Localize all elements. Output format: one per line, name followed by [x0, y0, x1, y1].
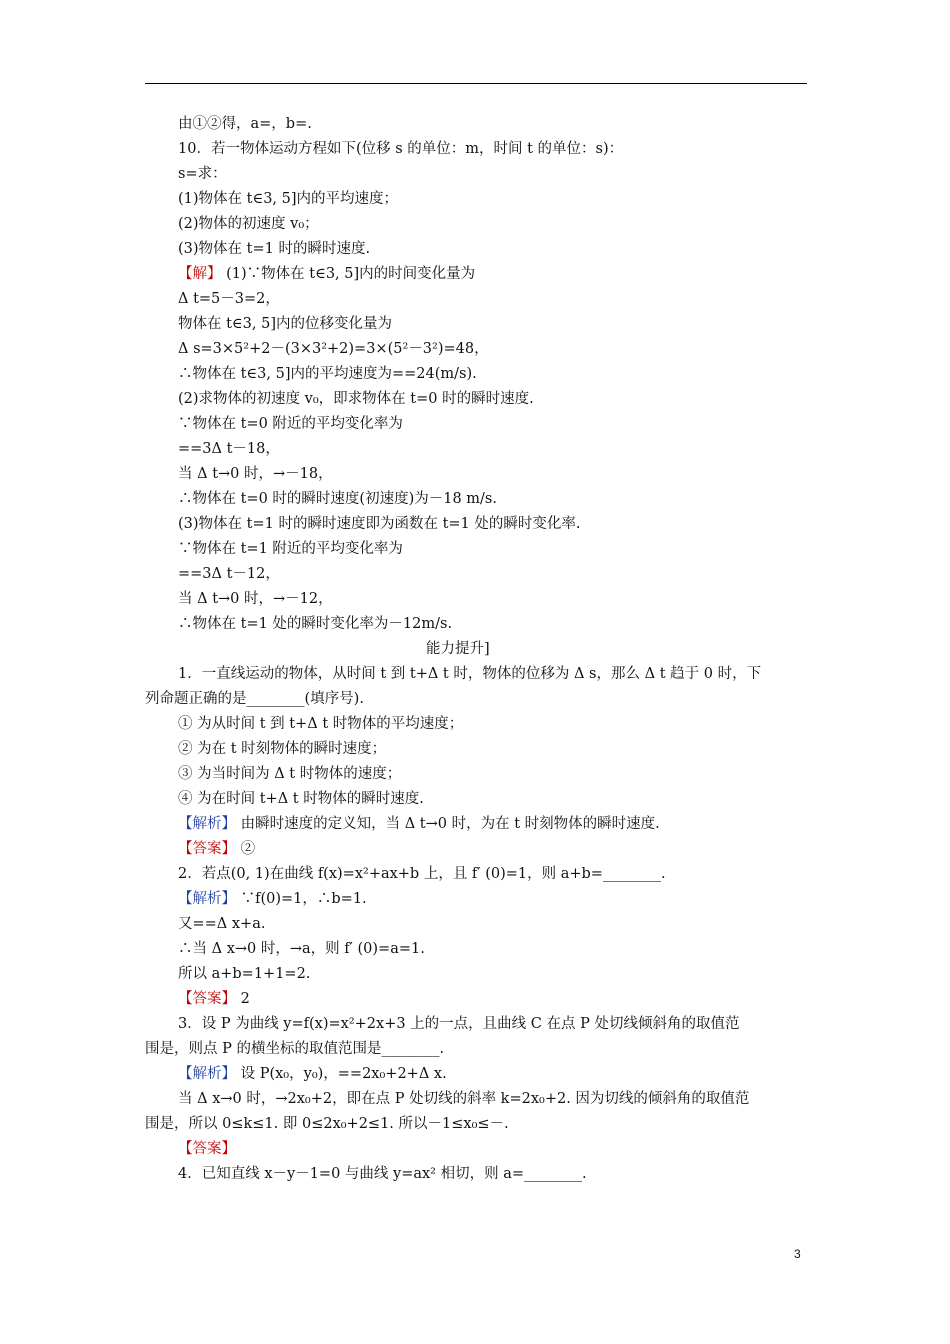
text-line	[178, 590, 333, 608]
text-line	[178, 440, 280, 458]
text-line	[178, 390, 534, 408]
line-text: (1)∵物体在 t∈3, 5]内的时间变化量为	[221, 266, 476, 282]
line-text: 1．一直线运动的物体，从时间 t 到 t+Δ t 时，物体的位移为 Δ s，那么 Δ t 趋于 0 时，下	[178, 666, 762, 682]
line-text: ∵f(0)=1，∴b=1.	[236, 891, 367, 907]
text-line	[178, 340, 489, 358]
text-line	[178, 815, 660, 833]
line-text: ②	[236, 841, 256, 857]
line-text: ② 为在 t 时刻物体的瞬时速度；	[178, 741, 387, 757]
text-line	[178, 840, 255, 858]
text-line	[178, 215, 319, 233]
text-line	[178, 1065, 447, 1083]
line-text: 4．已知直线 x－y－1=0 与曲线 y=ax² 相切，则 a=________.	[178, 1166, 587, 1182]
line-text: (3)物体在 t=1 时的瞬时速度即为函数在 t=1 处的瞬时变化率.	[178, 516, 581, 532]
line-text: 由瞬时速度的定义知，当 Δ t→0 时，为在 t 时刻物体的瞬时速度.	[236, 816, 660, 832]
line-text: ∴当 Δ x→0 时，→a，则 f′ (0)=a=1.	[178, 941, 425, 957]
text-line	[145, 1040, 444, 1058]
line-text: ④ 为在时间 t+Δ t 时物体的瞬时速度.	[178, 791, 424, 807]
text-line	[178, 290, 280, 308]
text-line	[178, 990, 250, 1008]
text-line	[178, 915, 265, 933]
text-line	[178, 765, 401, 783]
text-line	[178, 1090, 749, 1108]
text-line	[178, 715, 463, 733]
text-line	[426, 640, 490, 658]
line-text: 2．若点(0, 1)在曲线 f(x)=x²+ax+b 上，且 f′ (0)=1，则 a+b=________.	[178, 866, 666, 882]
line-text: ③ 为当时间为 Δ t 时物体的速度；	[178, 766, 402, 782]
line-text: Δ s=3×5²+2－(3×3²+2)=3×(5²－3²)=48，	[178, 341, 489, 357]
line-text: 10．若一物体运动方程如下(位移 s 的单位：m，时间 t 的单位：s)：	[178, 141, 624, 157]
line-text: (3)物体在 t=1 时的瞬时速度.	[178, 241, 371, 257]
text-line	[178, 265, 475, 283]
text-line	[178, 515, 581, 533]
line-text: 当 Δ t→0 时，→－12，	[178, 591, 333, 607]
line-text: ① 为从时间 t 到 t+Δ t 时物体的平均速度；	[178, 716, 464, 732]
line-text: ∵物体在 t=1 附近的平均变化率为	[178, 541, 403, 557]
section-tag: 【答案】	[178, 1141, 236, 1157]
line-text: 物体在 t∈3, 5]内的位移变化量为	[178, 316, 392, 332]
section-tag: 【解析】	[178, 891, 236, 907]
text-line	[145, 690, 364, 708]
line-text: Δ t=5－3=2，	[178, 291, 280, 307]
line-text: (2)求物体的初速度 v₀，即求物体在 t=0 时的瞬时速度.	[178, 391, 534, 407]
text-line	[178, 365, 477, 383]
line-text: ∵物体在 t=0 附近的平均变化率为	[178, 416, 403, 432]
line-text: 能力提升]	[426, 641, 490, 657]
text-line	[178, 240, 370, 258]
text-line	[178, 1165, 587, 1183]
text-line	[178, 615, 452, 633]
line-text: 当 Δ x→0 时，→2x₀+2，即在点 P 处切线的斜率 k=2x₀+2. 因为切线的倾斜角的取值范	[178, 1091, 750, 1107]
text-line	[178, 1140, 236, 1158]
line-text: 3．设 P 为曲线 y=f(x)=x²+2x+3 上的一点，且曲线 C 在点 P 处切线倾斜角的取值范	[178, 1016, 740, 1032]
line-text: 又==Δ x+a.	[178, 916, 266, 932]
text-line	[178, 890, 367, 908]
line-text: ==3Δ t－12，	[178, 566, 280, 582]
text-line	[145, 1115, 509, 1133]
line-text: ==3Δ t－18，	[178, 441, 280, 457]
text-line	[178, 540, 403, 558]
text-line	[178, 315, 392, 333]
text-line	[178, 1015, 739, 1033]
section-tag: 【解】	[178, 266, 222, 282]
line-text: ∴物体在 t=0 时的瞬时速度(初速度)为－18 m/s.	[178, 491, 497, 507]
text-line	[178, 465, 333, 483]
section-tag: 【答案】	[178, 991, 236, 1007]
line-text: s=求：	[178, 166, 227, 182]
line-text: 当 Δ t→0 时，→－18，	[178, 466, 333, 482]
line-text: (2)物体的初速度 v₀；	[178, 216, 319, 232]
line-text: 围是，则点 P 的横坐标的取值范围是________.	[145, 1041, 445, 1057]
text-line	[178, 665, 761, 683]
text-line	[178, 165, 227, 183]
line-text: (1)物体在 t∈3, 5]内的平均速度；	[178, 191, 399, 207]
text-line	[178, 865, 666, 883]
text-line	[178, 415, 403, 433]
line-text: 设 P(x₀，y₀)，==2x₀+2+Δ x.	[236, 1066, 447, 1082]
line-text: 由①②得，a=，b=.	[178, 116, 312, 132]
text-line	[178, 965, 310, 983]
text-line	[178, 790, 424, 808]
text-line	[178, 190, 398, 208]
section-tag: 【答案】	[178, 841, 236, 857]
text-line	[178, 490, 497, 508]
line-text: 所以 a+b=1+1=2.	[178, 966, 311, 982]
header-rule	[145, 83, 807, 84]
line-text: 2	[236, 991, 250, 1007]
line-text: 围是，所以 0≤k≤1. 即 0≤2x₀+2≤1. 所以－1≤x₀≤－.	[145, 1116, 509, 1132]
line-text: ∴物体在 t∈3, 5]内的平均速度为==24(m/s).	[178, 366, 477, 382]
text-line	[178, 740, 386, 758]
line-text: 列命题正确的是________(填序号).	[145, 691, 364, 707]
section-tag: 【解析】	[178, 816, 236, 832]
line-text: ∴物体在 t=1 处的瞬时变化率为－12m/s.	[178, 616, 453, 632]
page-number: 3	[794, 1247, 801, 1261]
text-line	[178, 115, 312, 133]
text-line	[178, 565, 280, 583]
text-line	[178, 140, 623, 158]
text-line	[178, 940, 425, 958]
section-tag: 【解析】	[178, 1066, 236, 1082]
